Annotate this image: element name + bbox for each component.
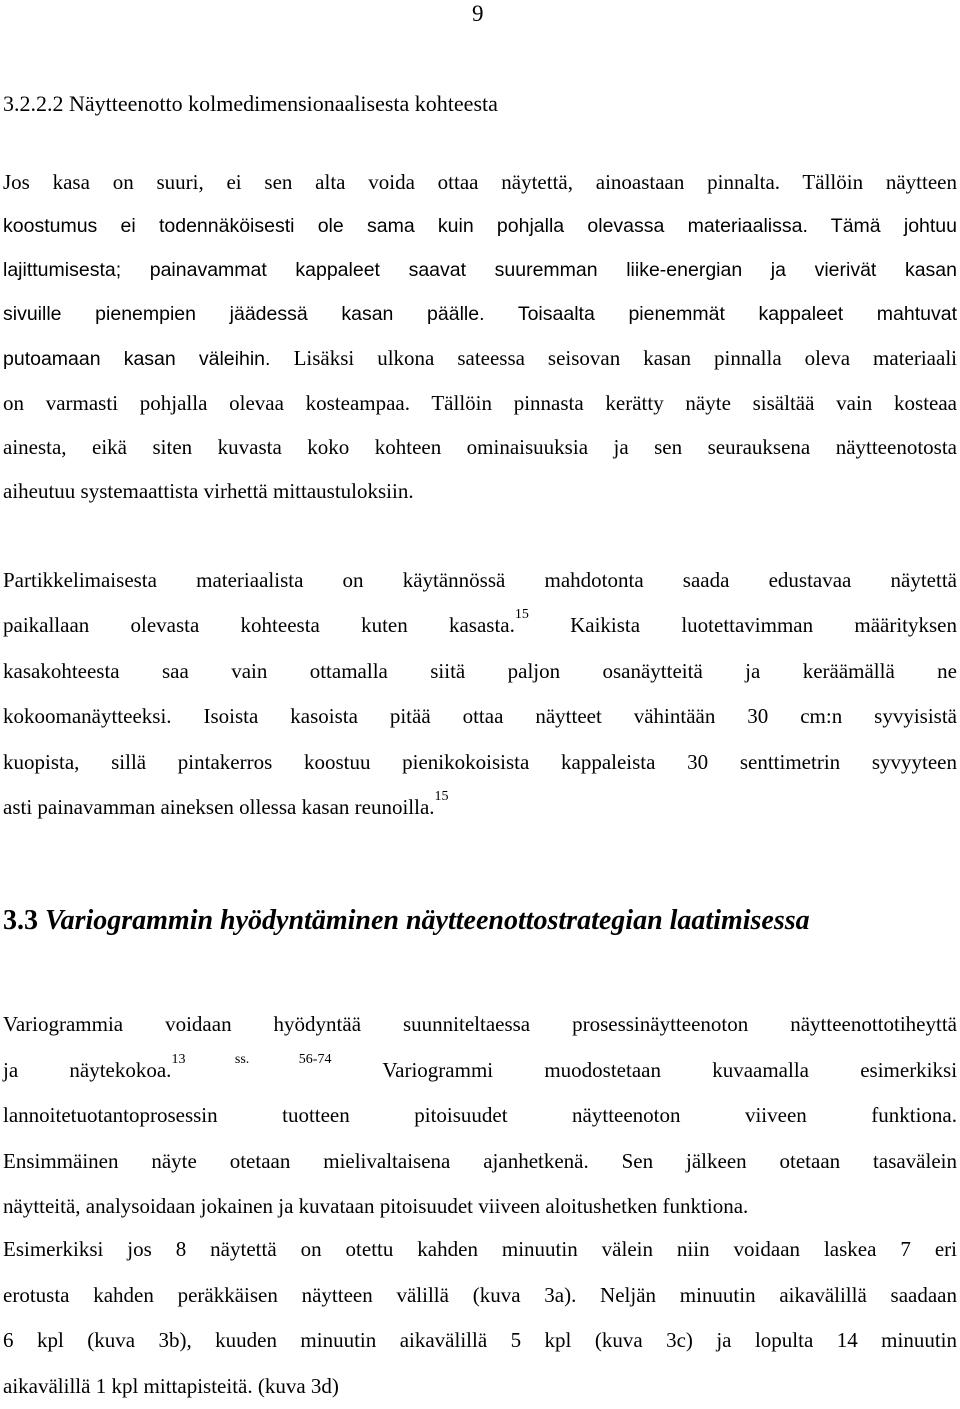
text-line: kokoomanäytteeksi. Isoista kasoista pitää ottaa näytteet vähintään 30 cm:n syvyisistä: [3, 694, 957, 739]
citation-superscript: 15: [515, 607, 529, 622]
text-fragment: Tällöin pinnasta kerätty näyte sisältää vain kosteaa: [431, 391, 957, 415]
text-line-with-citation: [3, 1048, 957, 1094]
text-fragment: putoamaan kasan väleihin.: [3, 348, 270, 370]
text-line-with-citation: [3, 603, 957, 648]
paragraph-example: [3, 1227, 957, 1409]
text-fragment: on varmasti pohjalla olevaa kosteampaa.: [3, 391, 410, 415]
paragraph-particle-material: [3, 558, 957, 830]
text-line: 6 kpl (kuva 3b), kuuden minuutin aikavälillä 5 kpl (kuva 3c) ja lopulta 14 minuutin: [3, 1318, 957, 1364]
text-fragment: Kaikista luotettavimman määrityksen: [570, 613, 957, 637]
text-line: Jos kasa on suuri, ei sen alta voida ottaa näytettä, ainoastaan pinnalta. Tällöin näytteen: [3, 160, 957, 204]
text-line-mixed: [3, 381, 957, 425]
text-line: näytteitä, analysoidaan jokainen ja kuvataan pitoisuudet viiveen aloitushetken funktiona.: [3, 1184, 957, 1230]
citation-superscript: 13 ss. 56-74: [171, 1052, 331, 1067]
text-line: kasakohteesta saa vain ottamalla siitä paljon osanäytteitä ja keräämällä ne: [3, 649, 957, 694]
text-fragment: paikallaan olevasta kohteesta kuten kasasta.: [3, 613, 515, 637]
paragraph-sampling-3d: [3, 160, 957, 513]
text-line: ainesta, eikä siten kuvasta koko kohteen ominaisuuksia ja sen seurauksena näytteenotosta: [3, 425, 957, 469]
text-fragment: asti painavamman aineksen ollessa kasan reunoilla.: [3, 795, 435, 819]
text-line: lajittumisesta; painavammat kappaleet saavat suuremman liike-energian ja vierivät kasan: [3, 248, 957, 292]
text-line: aiheutuu systemaattista virhettä mittaustuloksiin.: [3, 469, 957, 513]
text-line: kuopista, sillä pintakerros koostuu pienikokoisista kappaleista 30 senttimetrin syvyyteen: [3, 740, 957, 785]
heading-title: Variogrammin hyödyntäminen näytteenottostrategian laatimisessa: [45, 905, 810, 936]
text-line: erotusta kahden peräkkäisen näytteen välillä (kuva 3a). Neljän minuutin aikavälillä saadaan: [3, 1273, 957, 1319]
text-line: Esimerkiksi jos 8 näytettä on otettu kahden minuutin välein niin voidaan laskea 7 eri: [3, 1227, 957, 1273]
text-line: aikavälillä 1 kpl mittapisteitä. (kuva 3d): [3, 1364, 957, 1409]
text-fragment: ja näytekokoa.: [3, 1058, 171, 1082]
heading-3-3: [3, 898, 810, 944]
text-line: Ensimmäinen näyte otetaan mielivaltaisena ajanhetkenä. Sen jälkeen otetaan tasavälein: [3, 1139, 957, 1185]
heading-number: 3.3: [3, 905, 38, 936]
text-fragment: Variogrammi muodostetaan kuvaamalla esimerkiksi: [382, 1058, 957, 1082]
section-heading: 3.2.2.2 Näytteenotto kolmedimensionaalisesta kohteesta: [3, 90, 498, 118]
citation-superscript: 15: [435, 789, 449, 804]
text-line-with-citation: [3, 785, 957, 830]
text-fragment: Lisäksi ulkona sateessa seisovan kasan pinnalla oleva materiaali: [294, 346, 957, 370]
page-number: 9: [472, 0, 484, 28]
text-line: koostumus ei todennäköisesti ole sama kuin pohjalla olevassa materiaalissa. Tämä johtuu: [3, 204, 957, 248]
text-line: Variogrammia voidaan hyödyntää suunniteltaessa prosessinäytteenoton näytteenottotiheyttä: [3, 1002, 957, 1048]
text-line: sivuille pienempien jäädessä kasan päälle. Toisaalta pienemmät kappaleet mahtuvat: [3, 292, 957, 336]
text-line: Partikkelimaisesta materiaalista on käytännössä mahdotonta saada edustavaa näytettä: [3, 558, 957, 603]
paragraph-variogram: [3, 1002, 957, 1230]
text-line: lannoitetuotantoprosessin tuotteen pitoisuudet näytteenoton viiveen funktiona.: [3, 1093, 957, 1139]
text-line-mixed: [3, 336, 957, 381]
